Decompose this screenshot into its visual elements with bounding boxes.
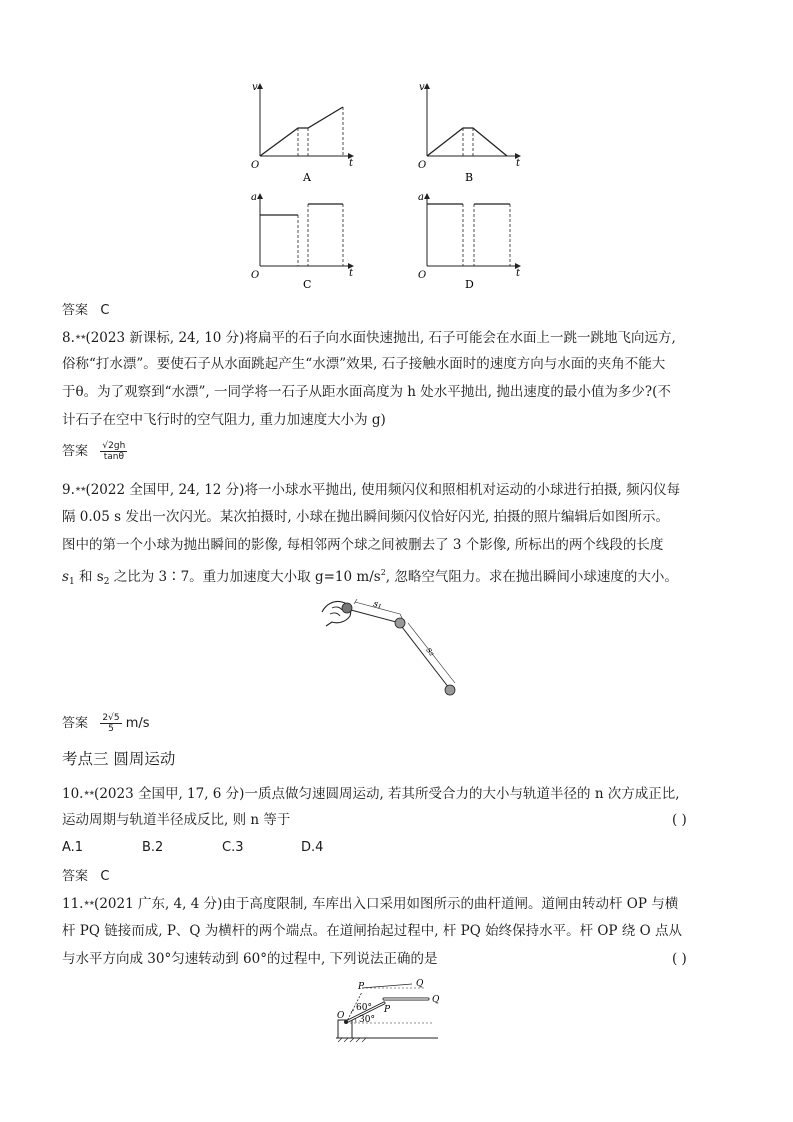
q9-answer-unit: m/s [125,716,150,731]
q9-line2: 隔 0.05 s 发出一次闪光。某次拍摄时, 小球在抛出瞬间频闪仪恰好闪光, 拍摄的照片编辑后如图所示。 [62,509,670,525]
q10-answer-value: C [100,869,110,884]
answer-label: 答案 [62,303,89,318]
graph-b-origin: O [418,160,427,171]
graph-a [248,80,358,185]
q10-answer-bracket: ( ) [672,812,687,828]
q11-number: 11. [62,896,84,912]
difficulty-stars-icon: ★★ [74,485,86,493]
q9-number: 9. [62,482,75,498]
q9-answer-fraction [100,713,121,734]
q10-text-1: 一质点做匀速圆周运动, 若其所受合力的大小与轨道半径的 n 次方成正比, [244,786,680,802]
q9-figure [318,592,468,702]
q8-answer-den: tanθ [103,452,124,462]
graph-a-label: A [303,171,311,184]
q10-number: 10. [62,786,84,802]
q9-source: (2022 全国甲, 24, 12 分) [85,482,245,498]
graph-b-label: B [465,171,474,184]
graph-c-yaxis: a [251,192,257,203]
q8-line2: 俗称“打水漂”。要使石子从水面跳起产生“水漂”效果, 石子接触水面时的速度方向与水面的夹角不能大 [62,356,666,372]
q11-fig-o: O [337,1011,345,1021]
graph-c-label: C [303,278,312,291]
q11-figure [332,976,444,1044]
graph-b-xaxis: t [516,158,521,169]
q8-line3: 于θ。为了观察到“水漂”, 一同学将一石子从距水面高度为 h 处水平抛出, 抛出速度的最小值为多少?(不 [62,384,671,400]
q8-answer [62,440,127,462]
q9-fig-s2: s₂ [423,645,437,659]
answer-label: 答案 [62,444,89,459]
q11-fig-q: Q [432,995,440,1005]
q8-line4: 计石子在空中飞行时的空气阻力, 重力加速度大小为 g) [62,412,386,428]
q9-text-end: , 忽略空气阻力。求在抛出瞬间小球速度的大小。 [385,569,678,585]
q10-line1 [62,784,680,803]
q9-line3: 图中的第一个小球为抛出瞬间的影像, 每相邻两个球之间被删去了 3 个影像, 所标出的两个线段的长度 [62,537,664,553]
q8-answer-num: √2gh [102,441,126,451]
graph-a-origin: O [251,160,260,171]
difficulty-stars-icon: ★★ [83,789,95,797]
q11-text-1: 由于高度限制, 车库出入口采用如图所示的曲杆道闸。道闸由转动杆 OP 与横 [222,896,679,912]
q10-option-d: D.4 [301,840,324,855]
q11-fig-q-top: Q [416,979,424,989]
q10-line2: 运动周期与轨道半径成反比, 则 n 等于 [62,812,291,828]
graph-c [248,190,358,292]
q10-answer [62,865,110,884]
q11-answer-bracket: ( ) [672,951,687,967]
q11-fig-p: P [384,1005,391,1015]
answer-label: 答案 [62,716,89,731]
q10-option-a: A.1 [62,840,84,855]
q7-answer [62,299,110,318]
q10-option-b: B.2 [142,840,164,855]
q9-line1 [62,480,680,499]
q9-answer-num: 2√5 [102,713,120,723]
graph-c-xaxis: t [349,268,354,279]
graph-d [415,190,525,292]
q9-fig-s1: s₁ [372,599,383,611]
q11-line1 [62,894,678,913]
q11-fig-p-top: P [358,982,365,992]
q11-fig-a30: 30° [359,1015,375,1025]
q11-line3: 与水平方向成 30°匀速转动到 60°的过程中, 下列说法正确的是 [62,951,438,967]
section-title: 考点三 圆周运动 [62,750,176,768]
q10-option-c: C.3 [222,840,244,855]
graph-a-xaxis: t [349,158,354,169]
q8-line1 [62,328,676,347]
q9-s1-sub: 1 [68,577,75,587]
graph-d-yaxis: a [418,192,424,203]
q8-answer-fraction [100,441,127,462]
answer-label: 答案 [62,869,89,884]
difficulty-stars-icon: ★★ [83,899,95,907]
q9-s2-sub: 2 [103,577,110,587]
graph-b [415,80,525,185]
q8-number: 8. [62,330,75,346]
q8-text-1: 将扁平的石子向水面快速抛出, 石子可能会在水面上一跳一跳地飞向远方, [244,330,676,346]
graph-a-yaxis: v [252,82,258,93]
q9-text-1: 将一小球水平抛出, 使用频闪仪和照相机对运动的小球进行拍摄, 频闪仪每 [244,482,681,498]
q9-s1: s [62,569,69,585]
q10-source: (2023 全国甲, 17, 6 分) [94,786,245,802]
q11-fig-a60: 60° [356,1003,372,1013]
difficulty-stars-icon: ★★ [74,333,86,341]
graph-c-origin: O [251,270,260,281]
q8-source: (2023 新课标, 24, 10 分) [85,330,245,346]
q9-sup: 2 [380,568,386,577]
q9-text-and: 和 s [74,569,104,585]
graph-d-xaxis: t [516,268,521,279]
q9-text-ratio: 之比为 3∶7。重力加速度大小取 g=10 m/s [109,569,381,585]
q9-answer [62,712,150,734]
q11-source: (2021 广东, 4, 4 分) [94,896,223,912]
q7-answer-value: C [100,303,110,318]
graph-d-origin: O [418,270,427,281]
q9-line4 [62,564,678,591]
q11-line2: 杆 PQ 链接而成, P、Q 为横杆的两个端点。在道闸抬起过程中, 杆 PQ 始终保持水平。杆 OP 绕 O 点从 [62,923,682,939]
graph-d-label: D [465,278,474,291]
graph-b-yaxis: v [419,82,425,93]
q9-answer-den: 5 [108,724,114,734]
